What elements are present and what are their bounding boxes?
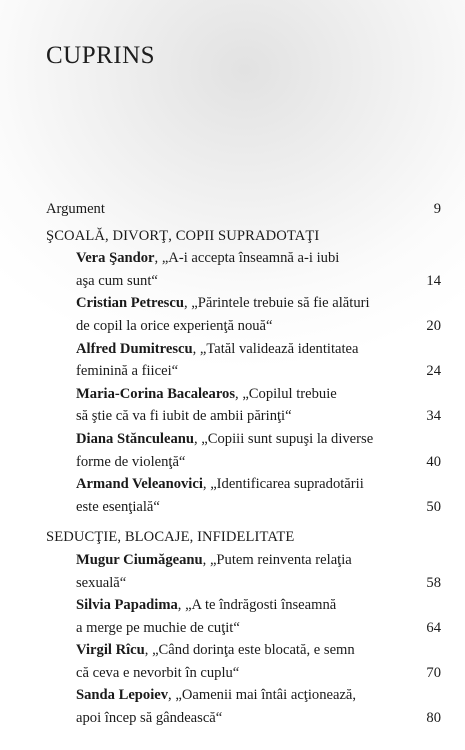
toc-page-number: 40 [426, 453, 441, 470]
toc-entry [76, 428, 441, 473]
entry-title-line2: să ştie că va fi iubit de ambii părinţi“ [76, 408, 292, 425]
toc-page-number: 20 [426, 317, 441, 334]
toc-page-number: 24 [426, 363, 441, 380]
entry-title-line2: aşa cum sunt“ [76, 272, 158, 289]
entry-author: Cristian Petrescu [76, 295, 184, 312]
entry-title-line1: , „Părintele trebuie să fie alături [183, 295, 370, 312]
toc-entry [76, 338, 441, 383]
section-title: ŞCOALĂ, DIVORŢ, COPII SUPRADOTAŢI [46, 227, 320, 244]
toc-section-2 [46, 526, 441, 729]
toc-page-number: 64 [426, 619, 441, 636]
page-title: CUPRINS [46, 42, 156, 69]
section-title: SEDUCŢIE, BLOCAJE, INFIDELITATE [46, 529, 295, 546]
table-of-contents [46, 198, 441, 730]
toc-entry [76, 247, 441, 292]
entry-author: Mugur Ciumăgeanu [76, 551, 203, 568]
entry-author: Silvia Papadima [76, 597, 178, 614]
entry-title-line1: , „Când dorinţa este blocată, e semn [144, 642, 355, 659]
entry-title-line1: , „Copiii sunt supuşi la diverse [194, 430, 374, 447]
entry-title-line2: că ceva e nevorbit în cuplu“ [76, 664, 240, 681]
entry-author: Maria-Corina Bacalearos [76, 385, 236, 402]
entry-author: Alfred Dumitrescu [76, 340, 193, 357]
toc-section-1 [46, 225, 441, 519]
entry-title-line1: , „Tatăl validează identitatea [192, 340, 359, 357]
toc-entry-label: Argument [46, 201, 105, 217]
toc-entry [76, 684, 441, 729]
entry-title-line2: forme de violenţă“ [76, 453, 186, 470]
toc-page-number: 9 [433, 201, 441, 217]
toc-page-number: 58 [426, 574, 441, 591]
entry-title-line2: sexuală“ [76, 574, 127, 591]
entry-author: Sanda Lepoiev [76, 687, 169, 704]
toc-page-number: 70 [426, 664, 441, 681]
entry-title-line1: , „A te îndrăgosti înseamnă [177, 597, 337, 614]
entry-title-line1: , „A-i accepta înseamnă a-i iubi [154, 250, 340, 267]
toc-entry [76, 549, 441, 594]
toc-entry [76, 383, 441, 428]
toc-page-number: 80 [426, 710, 441, 727]
entry-title-line2: de copil la orice experienţă nouă“ [76, 317, 273, 334]
toc-entry [76, 292, 441, 337]
entry-author: Diana Stănculeanu [76, 430, 194, 447]
entry-title-line1: , „Oamenii mai întâi acţionează, [168, 687, 357, 704]
entry-author: Armand Veleanovici [76, 476, 203, 493]
toc-page-number: 34 [426, 408, 441, 425]
entry-title-line1: , „Identificarea supradotării [202, 476, 364, 493]
toc-page-number: 14 [426, 272, 441, 289]
entry-title-line1: , „Putem reinventa relaţia [202, 551, 352, 568]
entry-title-line2: a merge pe muchie de cuţit“ [76, 619, 240, 636]
entry-author: Vera Şandor [76, 250, 155, 267]
toc-entry [76, 473, 441, 518]
toc-entry-argument [46, 198, 441, 221]
entry-title-line2: este esenţială“ [76, 498, 160, 515]
toc-page-number: 50 [426, 498, 441, 515]
toc-entry [76, 594, 441, 639]
entry-title-line1: , „Copilul trebuie [235, 385, 337, 402]
entry-author: Virgil Rîcu [76, 642, 145, 659]
entry-title-line2: apoi încep să gândească“ [76, 710, 223, 727]
toc-entry [76, 639, 441, 684]
entry-title-line2: feminină a fiicei“ [76, 363, 179, 380]
